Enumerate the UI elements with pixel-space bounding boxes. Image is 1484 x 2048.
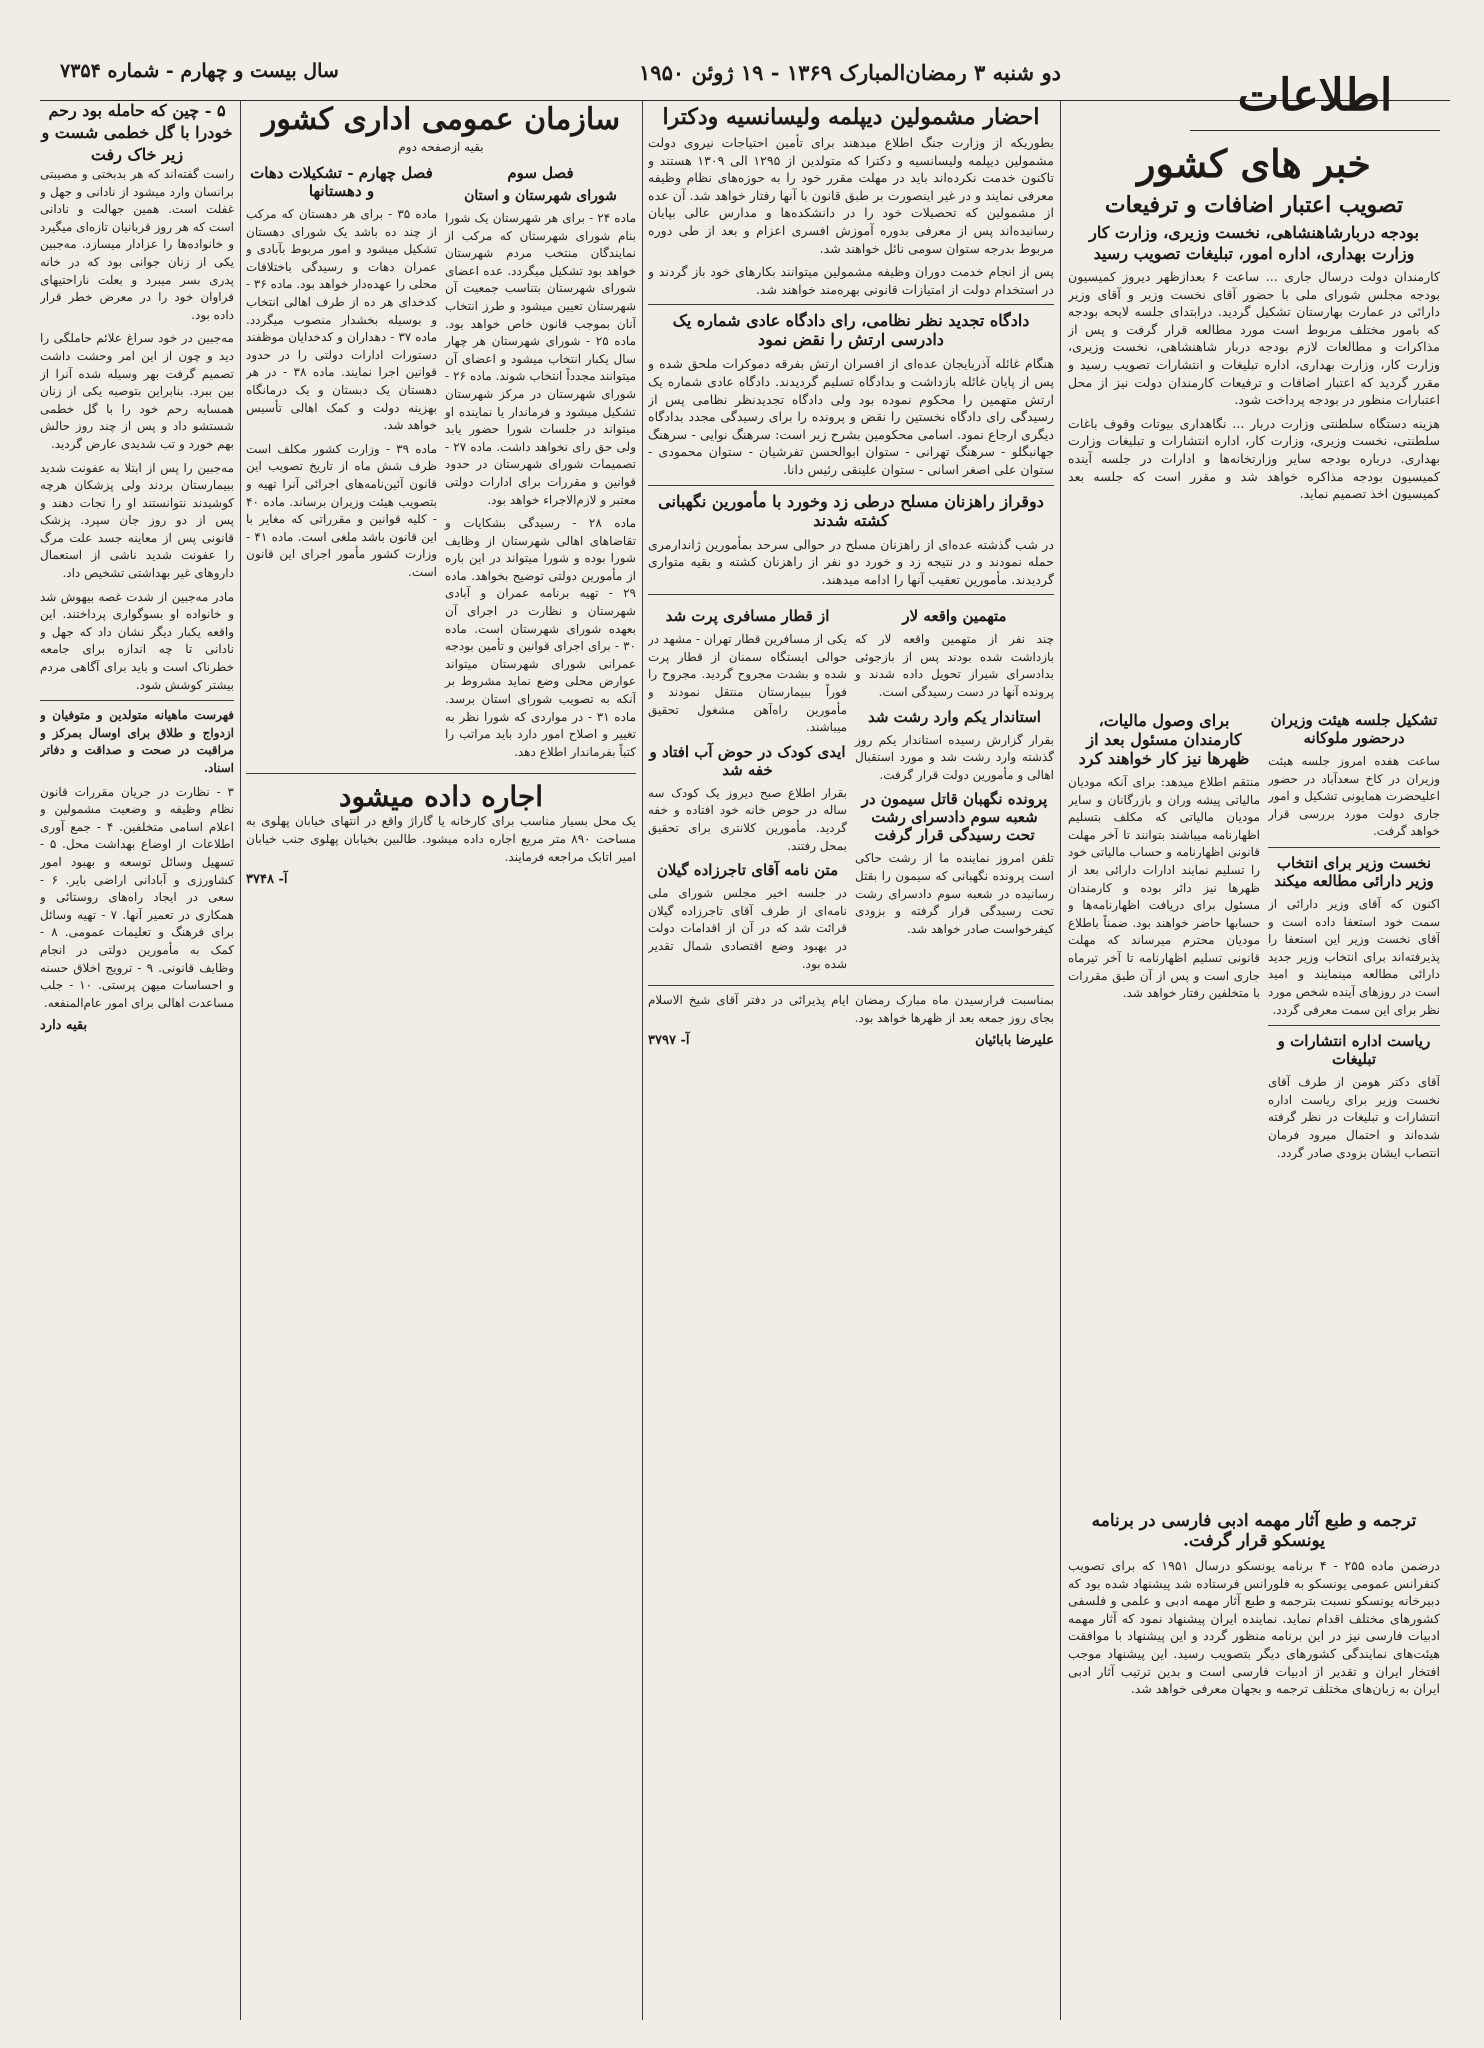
article-title: ترجمه و طبع آثار مهمه ادبی فارسی در برنامه یونسکو قرار گرفت. [1091,1511,1417,1551]
law-text-block [246,158,636,767]
article-title: استاندار یکم وارد رشت شد [868,707,1041,726]
subheadline: بودجه دربارشاهنشاهی، نخست وزیری، وزارت کار وزارت بهداری، اداره امور، تبلیغات تصویب رسید [1089,223,1419,263]
article-body: در جلسه اخیر مجلس شورای ملی نامه‌ای از طرف آقای تاجرزاده گیلان قرائت شد که در آن از اقدامات دولت در بهبود وضع اقتصادی شمال تقدیر شده بود. [648,886,847,971]
law-subcol [445,158,636,767]
article-title: دوقراز راهزنان مسلح درطی زد وخورد با مأمورین نگهبانی کشته شدند [658,491,1044,530]
left-column [40,100,234,2000]
article-title: متهمین واقعه لار [902,607,1007,626]
article-title: از قطار مسافری پرت شد [665,607,830,626]
list-body: ۳ - نظارت در جریان مقررات قانون نظام وظیفه و وضعیت مشمولین و اعلام اسامی متخلفین. ۴ - جمع آوری اطلاعات از اوضاع بهداشت محل. ۵ - تسهیل وسائل توسعه و بهبود امور کشاورزی و آبادانی اراضی بایر. ۶ - سعی در ایجاد راه‌های روستائی و همکاری در تعمیر آنها. ۷ - تهیه وسائل برای فرهنگ و تعلیمات عمومی. ۸ - کمک به مأمورین دولتی در انجام وظایف قانونی. ۹ - ترویج اخلاق حسنه و احساسات میهن پرستی. ۱۰ - جلب مساعدت اهالی برای امور عام‌المنفعه. [40,784,234,1010]
rule [246,773,636,774]
article-body: درضمن ماده ۲۵۵ - ۴ برنامه یونسکو درسال ۱۹۵۱ که برای تصویب کنفرانس عمومی یونسکو به فلورانس فرستاده شد پیشنهاد شده بود که دبیرخانه یونسکو نسبت بترجمه و طبع آثار مهمه ادبی و علمی و فلسفی کشورهای مختلف اقدام نماید. نماینده ایران پیشنهاد نمود که آثار مهمه ادبیات فارسی نیز در این برنامه منظور گردد و این پیشنهاد با موافقت هیئت‌های نمایندگی کشورهای دیگر بتصویب رسید. این پیشنهاد موجب افتخار ایران و تقدیر از ادبیات فارسی است و بدین ترتیب آثار ادبی ایران به زبان‌های مختلف ترجمه و بجهان معرفی خواهد شد. [1068,1558,1440,1697]
issue-line: سال بیست و چهارم - شماره ۷۳۵۴ [60,60,339,82]
article-body: هنگام غائله آذربایجان عده‌ای از افسران ارتش بفرقه دموکرات ملحق شده و پس از پایان غائله بازداشت و بدادگاه تسلیم گردیدند. دادگاه عادی شماره یک ارتش متهمین را محکوم نموده بود ولی دادگاه تجدیدنظر نظامی پس از رسیدگی رای دادگاه نخستین را نقض و پرونده را برای رسیدگی مجدد بدادگاه دیگری ارجاع نمود. اسامی محکومین بشرح زیر است: سرهنگ نوایی - سرهنگ جهانبگلو - سرهنگ تهرانی - ستوان ابوالحسن تفرشیان - ستوان محمودی - ستوان علی اصغر اسانی - ستوان علینقی رئیس دانا. [648,356,1054,477]
article-body: راست گفته‌اند که هر بدبختی و مصیبتی برانسان وارد میشود از نادانی و جهل و غفلت است. همین جهالت و نادانی است که هر روز قربانیان تازه‌ای میگیرد و خانواده‌ها را عزادار میسازد. مه‌جبین یکی از زنان جوانی بود که در خانه پدری بسر میبرد و بعلت ناراحتیهای فراوان خود را در معرض خطر قرار داده بود. [40,167,234,322]
org-law-column [246,100,636,2000]
article-body: پس از انجام خدمت دوران وظیفه مشمولین میتوانند بکارهای خود باز گردند و در استخدام دولت از امتیازات قانونی بهره‌مند خواهند شد. [648,264,1054,297]
article-body: یکی از مسافرین قطار تهران - مشهد در حوالی ایستگاه سمنان از قطار پرت شده و بشدت مجروح گردید. مجروح را فوراً ببیمارستان منتقل نمودند و مأمورین راه‌آهن مشغول تحقیق میباشند. [648,632,847,735]
article-body: بقرار اطلاع صبح دیروز یک کودک سه ساله در حوض خانه خود افتاده و خفه گردید. مأمورین کلانتری برای تحقیق بمحل رفتند. [648,785,847,853]
chapter-title: فصل چهارم - تشکیلات دهات و دهستانها [250,164,433,200]
ad-code: آ- ۳۷۹۷ [648,1033,690,1049]
article-title: ایدی کودک در حوض آب افتاد و خفه شد [649,742,846,779]
column-divider [240,100,241,2020]
law-body: ماده ۳۹ - وزارت کشور مکلف است ظرف شش ماه از تاریخ تصویب این قانون آئین‌نامه‌های اجرائی آنرا تهیه و بتصویب هیئت وزیران برساند. ماده ۴۰ - کلیه قوانین و مقرراتی که مغایر با این قانون باشد ملغی است. ماده ۴۱ - وزارت کشور مأمور اجرای این قانون است. [246,441,438,579]
box-body: اکنون که آقای وزیر دارائی از سمت خود استعفا داده است و آقای نخست وزیر این استعفا را پذیرفته‌اند برای انتخاب وزیر جدید دارائی مطالعه مینمایند و امید است در روزهای آینده شخص مورد نظر برای این سمت معرفی گردد. [1268,896,1440,1017]
two-col-block [648,601,1054,979]
article-title: متن نامه آقای تاجرزاده گیلان [656,861,839,880]
left-subcol [855,601,1054,979]
column-divider [642,100,643,2020]
article-body: کارمندان دولت درسال جاری ... ساعت ۶ بعدازظهر دیروز کمیسیون بودجه مجلس شورای ملی با حضور آقای نخست وزیر و آقای وزیر دارائی در عمارت بهارستان تشکیل گردید. درابتدای جلسه لایحه بودجه که بامور مختلف مربوط است مورد مطالعه قرار گرفت و پس از مذاکرات و مطالعات لازم بودجه دربار شاهنشاهی، نخست وزیری، وزارت کار، وزارت بهداری، اداره تبلیغات و انتشارات تصویب رسید و مقرر گردید که اعتبار اضافات و ترفیعات کارمندان دولت نیز از محل اعتبارات منظور در بودجه پرداخت شود. [1068,269,1440,408]
article-body: چند نفر از متهمین واقعه لار که بازداشت شده بودند پس از بازجوئی بدادسرای شیراز تحویل داده شدند و پرونده آنها در دست رسیدگی است. [855,632,1054,700]
rule [1268,847,1440,848]
continued-note: بقیه ازصفحه دوم [398,140,484,154]
middle-column [648,100,1054,2000]
list-title: فهرست ماهیانه متولدین و متوفیان و ازدواج و طلاق برای اوسال بمرکز و مراقبت در صحت و صداقت و دفاتر اسناد. [40,708,234,775]
ad-footer [648,1033,1054,1048]
article-body: بطوریکه از وزارت جنگ اطلاع میدهند برای تأمین احتیاجات نیروی دولت مشمولین دیپلمه ولیسانسیه و دکترا که متولدین از ۱۲۹۵ الی ۱۳۰۹ هستند و تاکنون خدمت نکرده‌اند باید در مهلت مقرر خود را به حوزه‌های نظام وظیفه معرفی نمایند و در غیر اینصورت بر طبق قانون با آنها رفتار خواهد شد. آن عده از مشمولین که تحصیلات خود را در دانشکده‌ها و مدارس عالی بپایان رسانیده‌اند پس از معرفی بدوره آموزش افسری اعزام و بعد از طی دوره مربوط بدرجه ستوان سومی نائل خواهند شد. [648,135,1054,256]
article-title: پرونده نگهبان قاتل سیمون در شعبه سوم دادسرای رشت تحت رسیدگی قرار گرفت [861,790,1048,845]
masthead-logo: اطلاعات [1190,70,1440,131]
box-title: ریاست اداره انتشارات و تبلیغات [1277,1032,1431,1069]
rule [648,304,1054,305]
unesco-article [1068,1505,1440,2005]
ad-code: آ- ۳۷۴۸ [246,872,288,888]
article-headline: ۵ - چین که حامله بود رحم خودرا با گل خطمی شست و زیر خاک رفت [41,101,233,164]
right-subcol [648,601,847,979]
article-body: تلفن امروز نماینده ما از رشت حاکی است پرونده نگهبانی که سیمون را بقتل رسانیده در شعبه سوم دادسرای رشت تحت رسیدگی قرار گرفته و بزودی کیفرخواست صادر خواهد شد. [855,851,1054,936]
section-headline: خبر های کشور [1137,141,1371,186]
ad-signature: علیرضا بابائیان [975,1033,1054,1049]
notice-body: بمناسبت فرارسیدن ماه مبارک رمضان ایام پذیرائی در دفتر آقای شیخ الاسلام بجای روز جمعه بعد از ظهرها خواهد بود. [648,993,1054,1025]
rule [648,594,1054,595]
box-title: تشکیل جلسه هیئت وزیران درحضور ملوکانه [1270,711,1438,747]
tax-article [1068,705,1260,1505]
article-headline: سازمان عمومی اداری کشور [261,102,621,137]
law-body: ماده ۲۸ - رسیدگی بشکایات و تقاضاهای اهالی شهرستان از وظایف شورا بوده و شورا میتواند در این باره از مأمورین دولتی توضیح بخواهد. ماده ۲۹ - تهیه برنامه عمران و آبادی شهرستان و نظارت در اجرای آن بعهده شورای شهرستان است. ماده ۳۰ - برای اجرای قوانین و تأمین بودجه عمرانی شورای شهرستان میتواند عوارض محلی وضع نماید مشروط بر آنکه به تصویب شورای استان برسد. ماده ۳۱ - در مواردی که شورا نظر به تغییر و اصلاح امور دارد باید مراتب را کتباً بفرماندار اطلاع دهد. [445,516,636,759]
news-section [1068,140,1440,700]
article-title: برای وصول مالیات، کارمندان مسئول بعد از ظهرها نیز کار خواهند کرد [1078,711,1250,768]
column-divider [1060,100,1061,2020]
rule [40,700,234,701]
chapter-title: فصل سوم [507,164,574,182]
date-line: دو شنبه ۳ رمضان‌المبارک ۱۳۶۹ - ۱۹ ژوئن ۱۹۵۰ [639,60,1061,85]
box-body: ساعت هفده امروز جلسه هیئت وزیران در کاخ سعدآباد در حضور اعلیحضرت همایونی تشکیل و امور جاری دولت مورد بررسی قرار خواهد گرفت. [1268,754,1440,839]
article-body: در شب گذشته عده‌ای از راهزنان مسلح در حوالی سرحد بمأمورین ژاندارمری حمله نمودند و در نتیجه زد و خورد دو نفر از راهزنان کشته و بقیه متواری گردیدند. مأمورین تعقیب آنها را ادامه میدهند. [648,536,1054,587]
article-headline: احضار مشمولین دیپلمه ولیسانسیه ودکترا [662,104,1040,130]
article-body: بقرار گزارش رسیده استاندار یکم روز گذشته وارد رشت شد و مورد استقبال اهالی و مأمورین دولت قرار گرفت. [855,732,1054,782]
law-body: ماده ۳۵ - برای هر دهستان که مرکب از چند ده باشد یک شورای دهستان تشکیل میشود و امور مربوط بآبادی و عمران دهات و رسیدگی باختلافات محلی را عهده‌دار خواهد بود. ماده ۳۶ - کدخدای هر ده از طرف اهالی انتخاب و بوسیله بخشدار منصوب میگردد. ماده ۳۷ - دهداران و کدخدایان موظفند دستورات ادارات دولتی را در حدود قوانین اجرا نمایند. ماده ۳۸ - در هر دهستان یک دبستان و یک درمانگاه بهزینه دولت و کمک اهالی تأسیس خواهد شد. [246,207,437,433]
article-body: مه‌جبین در خود سراغ علائم حاملگی را دید و چون از این امر وحشت داشت تصمیم گرفت بهر وسیله شده آنرا از بین ببرد. بنابراین بتوصیه یکی از زنان همسایه رحم خود را با گل خطمی شستشو داد و پس از چند روز حالش بهم خورد و تب شدیدی عارض گردید. [40,331,234,451]
rule [1268,1025,1440,1026]
article-body: منتقم اطلاع میدهد: برای آنکه مودیان مالیاتی پیشه وران و بازرگانان و سایر مودیان مالیاتی که مکلف بتسلیم اظهارنامه میباشند بتوانند تا آخر مهلت قانونی اظهارنامه و حساب مالیاتی خود را تسلیم نمایند ادارات دارائی بعد از ظهرها نیز دائر بوده و کارمندان مسئول برای دریافت اظهارنامه‌ها و حسابها حاضر خواهند بود. ضمناً باطلاع مودیان محترم میرساند که مهلت قانونی تسلیم اظهارنامه تا آخر تیرماه جاری است و پس از آن طبق مقررات با متخلفین رفتار خواهد شد. [1068,775,1260,1001]
box-title: نخست وزیر برای انتخاب وزیر دارائی مطالعه میکند [1274,853,1434,890]
ad-body: یک محل بسیار مناسب برای کارخانه یا گاراژ واقع در انتهای خیابان پهلوی به مساحت ۸۹۰ متر مربع اجاره داده میشود. طالبین بخیابان پهلوی جنب خیابان امیر اتابک مراجعه فرمایند. [246,814,636,864]
rule [648,985,1054,986]
ad-headline: اجاره داده میشود [338,780,544,814]
article-title: دادگاه تجدید نظر نظامی، رای دادگاه عادی شماره یک دادرسی ارتش را نقض نمود [672,311,1030,350]
article-body: هزینه دستگاه سلطنتی وزارت دربار ... نگاهداری بیوتات وقوف باغات سلطنتی، نخست وزیری، وزارت کار، اداره انتشارات و تبلیغات وزارت بهداری. درباره بودجه سایر وزارتخانه‌ها و ادارات در جلسه آینده کمیسیون بودجه مذاکره خواهد شد و مقرر است که جلسه بعد کمیسیون اخذ تصمیم نماید. [1068,415,1440,502]
chapter-subtitle: شورای شهرستان و استان [464,188,617,204]
law-body: ماده ۲۴ - برای هر شهرستان یک شورا بنام شورای شهرستان که مرکب از نمایندگان منتخب مردم شهرستان خواهد بود تشکیل میگردد. عده اعضای شورای شهرستان بتناسب جمعیت آن شهرستان تعیین میشود و طرز انتخاب آنان بموجب قانون خاص خواهد بود. ماده ۲۵ - شورای شهرستان هر چهار سال یکبار انتخاب میشود و اعضای آن میتوانند مجدداً انتخاب شوند. ماده ۲۶ - شورای شهرستان در مرکز شهرستان تشکیل میشود و فرماندار یا نماینده او میتواند در جلسات شورا حضور یابد ولی حق رای نخواهد داشت. ماده ۲۷ - تصمیمات شورای شهرستان در حدود قوانین و مقررات برای ادارات دولتی معتبر و لازم‌الاجراء خواهد بود. [445,211,636,507]
article-body: مادر مه‌جبین از شدت غصه بیهوش شد و خانواده او بسوگواری پرداختند. این واقعه یکبار دیگر نشان داد که جهل و نادانی تا چه اندازه برای جامعه خطرناک است و باید برای آگاهی مردم بیشتر کوشش شود. [40,589,234,692]
article-body: مه‌جبین را پس از ابتلا به عفونت شدید ببیمارستان بردند ولی پزشکان هرچه کوشیدند نتوانستند او را نجات دهند و پس از دو روز جان سپرد. پزشک قانونی پس از معاینه جسد علت مرگ را عفونت شدید ناشی از استعمال داروهای غیر بهداشتی تشخیص داد. [40,460,234,581]
rule [648,485,1054,486]
subheadline: تصویب اعتبار اضافات و ترفیعات [1104,192,1404,218]
law-subcol [246,158,437,767]
box-body: آقای دکتر هومن از طرف آقای نخست وزیر برای ریاست اداره انتشارات و تبلیغات در نظر گرفته شده‌اند و احتمال میرود فرمان انتصاب ایشان بزودی صادر گردد. [1268,1075,1440,1160]
continued-note: بقیه دارد [40,1018,88,1034]
